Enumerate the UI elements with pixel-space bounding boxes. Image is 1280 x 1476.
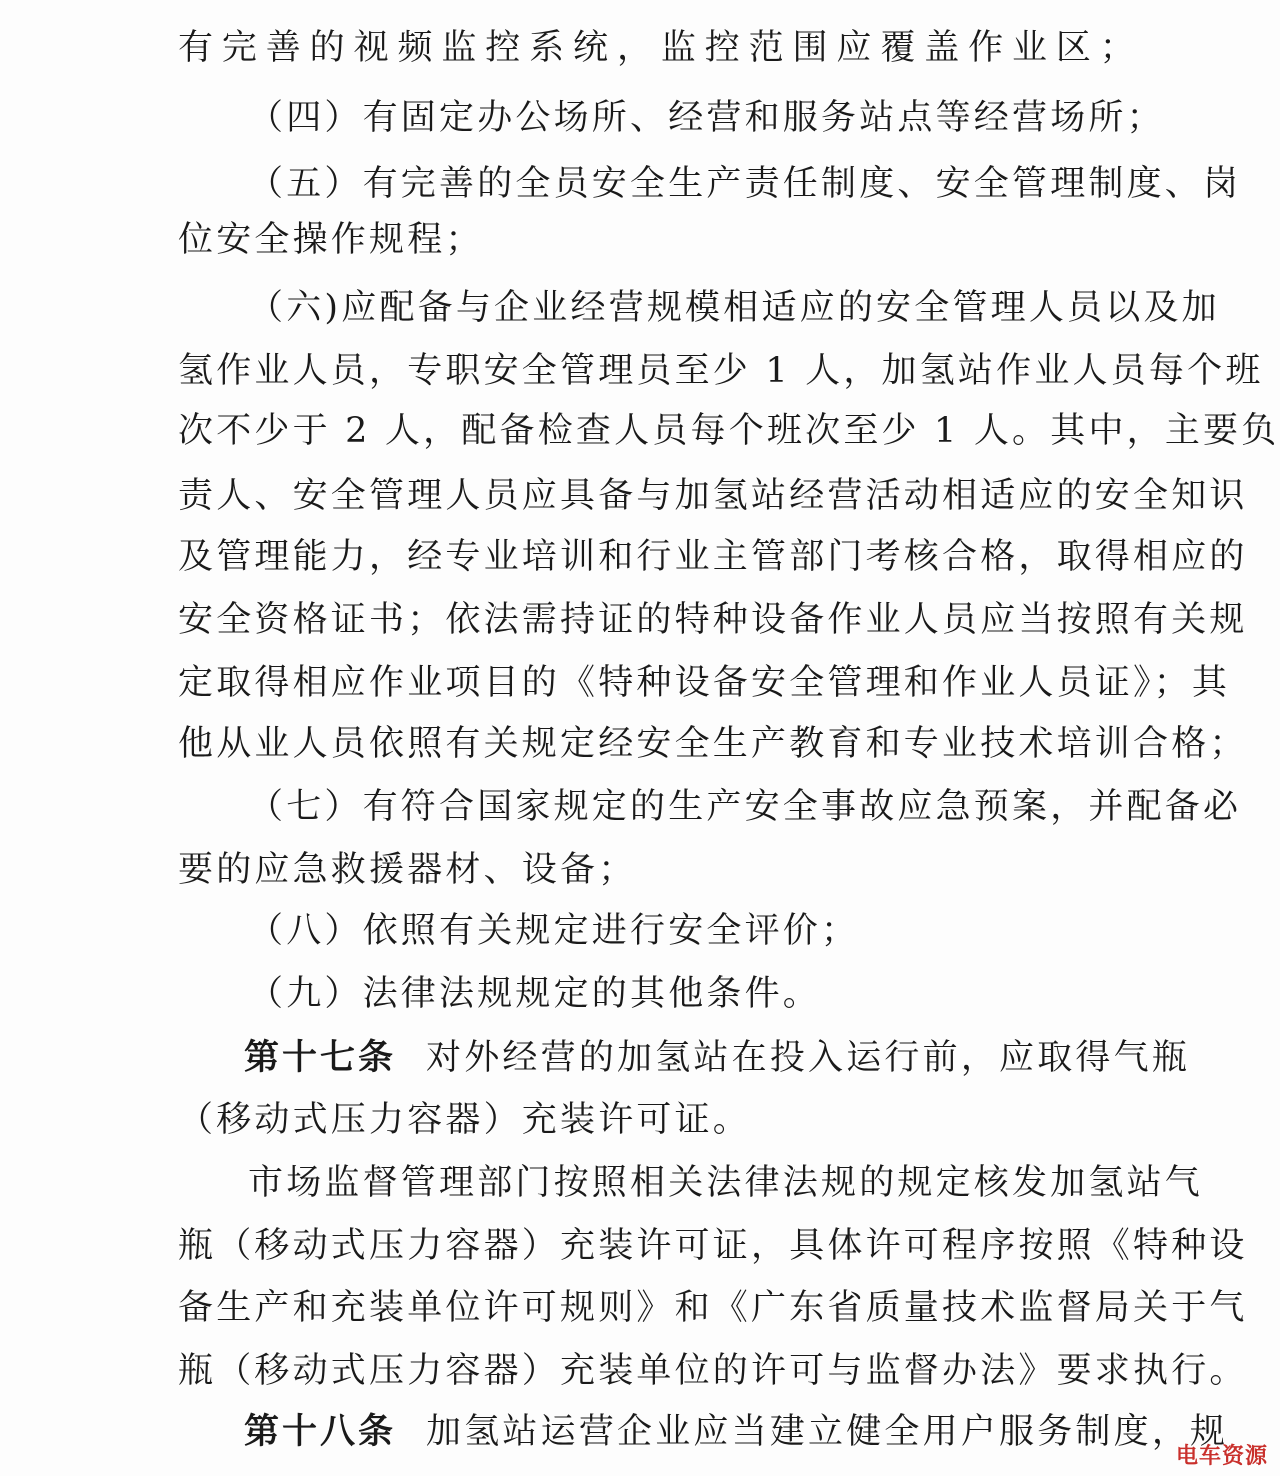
text-line-3: （五）有完善的全员安全生产责任制度、安全管理制度、岗 [248, 164, 1242, 204]
article-18-label: 第十八条 [244, 1411, 397, 1452]
text-line-16: （九）法律法规规定的其他条件。 [248, 974, 822, 1014]
article-17-text: 对外经营的加氢站在投入运行前，应取得气瓶 [426, 1038, 1191, 1078]
text-line-13: （七）有符合国家规定的生产安全事故应急预案，并配备必 [248, 787, 1242, 827]
text-line-5: （六)应配备与企业经营规模相适应的安全管理人员以及加 [248, 288, 1220, 328]
text-line-11: 定取得相应作业项目的《特种设备安全管理和作业人员证》；其 [178, 663, 1231, 703]
text-line-18: （移动式压力容器）充装许可证。 [178, 1100, 752, 1140]
text-line-2: （四）有固定办公场所、经营和服务站点等经营场所； [248, 98, 1165, 138]
text-line-14: 要的应急救援器材、设备； [178, 850, 637, 890]
text-line-4: 位安全操作规程； [178, 220, 484, 260]
text-line-9: 及管理能力，经专业培训和行业主管部门考核合格，取得相应的 [178, 537, 1248, 577]
watermark-logo: 电车资源 [1175, 1444, 1268, 1469]
text-line-22: 瓶（移动式压力容器）充装单位的许可与监督办法》要求执行。 [178, 1351, 1248, 1391]
text-line-19: 市场监督管理部门按照相关法律法规的规定核发加氢站气 [248, 1163, 1204, 1203]
text-line-20: 瓶（移动式压力容器）充装许可证，具体许可程序按照《特种设 [178, 1226, 1248, 1266]
text-line-7: 次不少于 2 人，配备检查人员每个班次至少 1 人。其中，主要负 [178, 411, 1280, 451]
text-line-21: 备生产和充装单位许可规则》和《广东省质量技术监督局关于气 [178, 1288, 1248, 1328]
article-17-label: 第十七条 [244, 1037, 397, 1078]
text-line-8: 责人、安全管理人员应具备与加氢站经营活动相适应的安全知识 [178, 476, 1248, 516]
article-17-line [244, 1036, 1191, 1080]
text-line-15: （八）依照有关规定进行安全评价； [248, 911, 860, 951]
article-18-line [244, 1410, 1229, 1454]
text-line-1: 有完善的视频监控系统，监控范围应覆盖作业区； [178, 28, 1138, 68]
article-18-text: 加氢站运营企业应当建立健全用户服务制度，规 [426, 1412, 1229, 1452]
text-line-12: 他从业人员依照有关规定经安全生产教育和专业技术培训合格； [178, 724, 1248, 764]
text-line-10: 安全资格证书；依法需持证的特种设备作业人员应当按照有关规 [178, 600, 1248, 640]
text-line-6: 氢作业人员，专职安全管理员至少 1 人，加氢站作业人员每个班 [178, 351, 1264, 391]
